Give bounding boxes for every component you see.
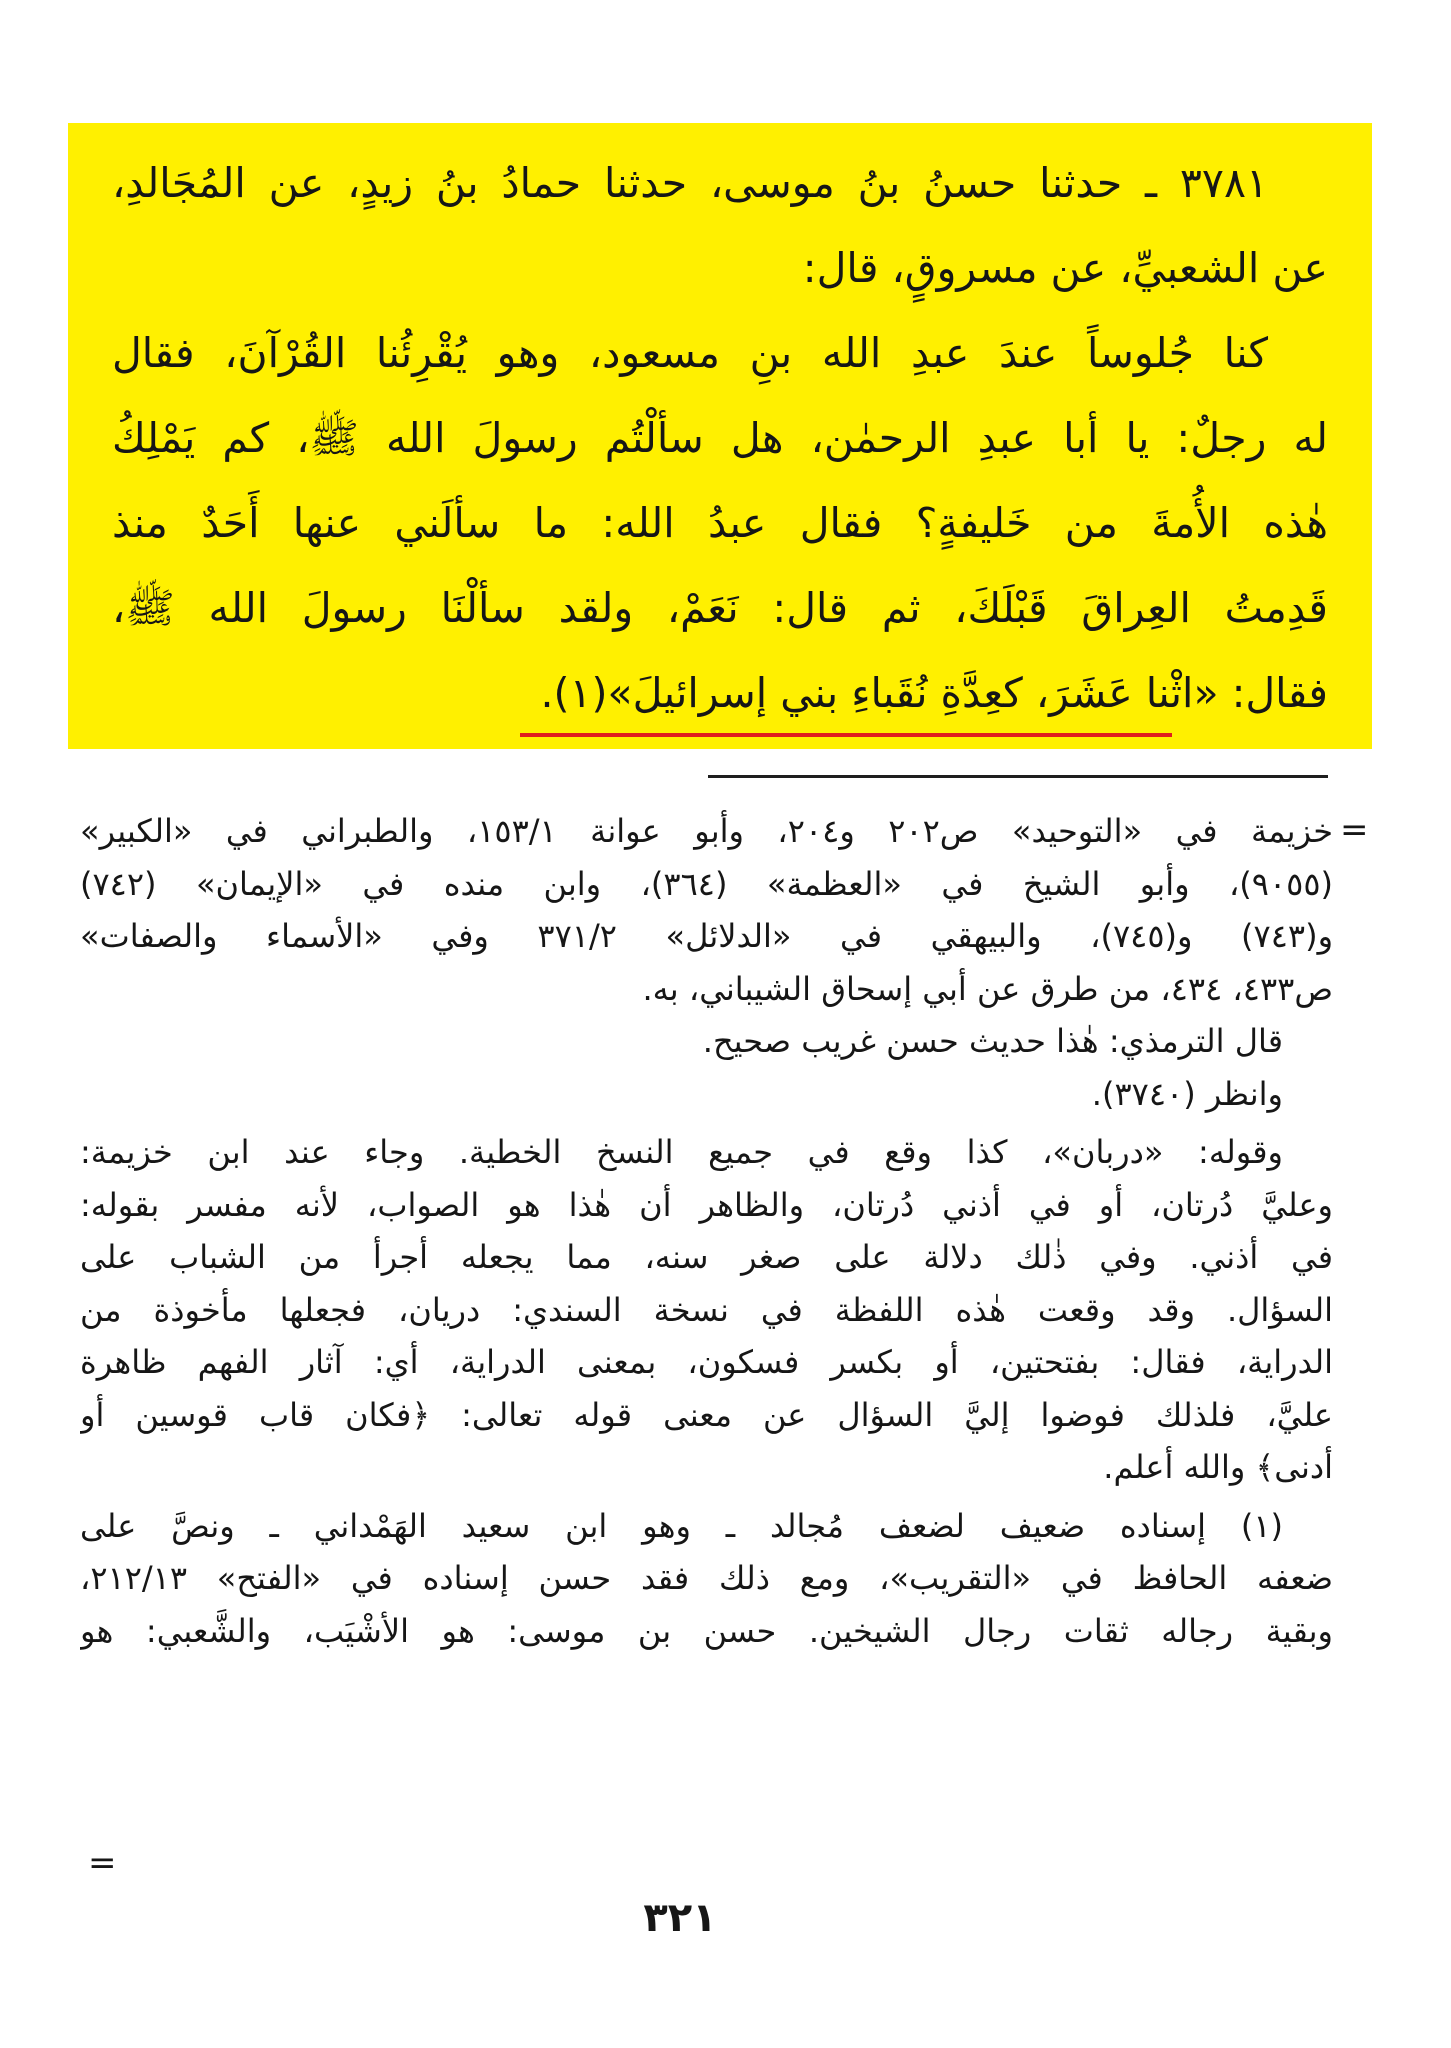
footnotes <box>80 805 1333 1657</box>
note-line-13: أدنى﴾ والله أعلم. <box>1103 1448 1333 1486</box>
note-line-4: ص٤٣٣، ٤٣٤، من طرق عن أبي إسحاق الشيباني، به. <box>642 969 1333 1008</box>
hadith-line-6: قَدِمتُ العِراقَ قَبْلَكَ، ثم قال: نَعَمْ، ولقد سألْنَا رسولَ الله ﷺ، <box>112 584 1328 632</box>
note-line-6: وانظر (٣٧٤٠). <box>1091 1074 1283 1113</box>
hadith-line-3: كنا جُلوساً عندَ عبدِ الله بنِ مسعود، وهو يُقْرِئُنا القُرْآنَ، فقال <box>112 329 1268 377</box>
note-line-7: وقوله: «دربان»، كذا وقع في جميع النسخ الخطية. وجاء عند ابن خزيمة: <box>80 1133 1283 1171</box>
hadith-line-1: ٣٧٨١ ـ حدثنا حسنُ بنُ موسى، حدثنا حمادُ بنُ زيدٍ، عن المُجَالدِ، <box>112 159 1268 207</box>
footnote-separator <box>708 775 1328 778</box>
page-number: ٣٢١ <box>643 1895 717 1941</box>
continuation-mark-bottom: = <box>88 1843 117 1883</box>
note-line-5: قال الترمذي: هٰذا حديث حسن غريب صحيح. <box>702 1022 1283 1060</box>
highlighted-hadith-block <box>68 123 1372 749</box>
footnote-1-line-2: ضعفه الحافظ في «التقريب»، ومع ذلك فقد حسن إسناده في «الفتح» ٢١٢/١٣، <box>80 1559 1333 1597</box>
hadith-line-7: فقال: «اثْنا عَشَرَ، كعِدَّةِ نُقَباءِ بني إسرائيلَ»(١). <box>540 669 1328 717</box>
note-line-12: عليَّ، فلذلك فوضوا إليَّ السؤال عن معنى قوله تعالى: ﴿فكان قاب قوسين أو <box>80 1395 1333 1434</box>
footnote-1-line-1: (١) إسناده ضعيف لضعف مُجالد ـ وهو ابن سعيد الهَمْداني ـ ونصَّ على <box>80 1506 1283 1545</box>
hadith-line-4: له رجلٌ: يا أبا عبدِ الرحمٰن، هل سألْتُم رسولَ الله ﷺ، كم يَمْلِكُ <box>112 414 1328 462</box>
continuation-mark-top: = <box>1340 810 1369 850</box>
note-line-10: السؤال. وقد وقعت هٰذه اللفظة في نسخة السندي: دريان، فجعلها مأخوذة من <box>80 1290 1333 1329</box>
hadith-line-2: عن الشعبيِّ، عن مسروقٍ، قال: <box>802 244 1328 292</box>
hadith-line-5: هٰذه الأُمةَ من خَليفةٍ؟ فقال عبدُ الله: ما سألَني عنها أَحَدٌ منذ <box>112 499 1328 547</box>
key-phrase-underline <box>520 733 1172 737</box>
footnote-1-line-3: وبقية رجاله ثقات رجال الشيخين. حسن بن موسى: هو الأشْيَب، والشَّعبي: هو <box>80 1611 1333 1650</box>
note-line-11: الدراية، فقال: بفتحتين، أو بكسر فسكون، بمعنى الدراية، أي: آثار الفهم ظاهرة <box>80 1343 1333 1381</box>
note-line-9: في أذني. وفي ذٰلك دلالة على صغر سنه، مما يجعله أجرأ من الشباب على <box>80 1238 1333 1276</box>
note-line-8: وعليَّ دُرتان، أو في أذني دُرتان، والظاهر أن هٰذا هو الصواب، لأنه مفسر بقوله: <box>80 1185 1333 1224</box>
note-line-1: خزيمة في «التوحيد» ص٢٠٢ و٢٠٤، وأبو عوانة ١٥٣/١، والطبراني في «الكبير» <box>80 812 1333 850</box>
note-line-3: و(٧٤٣) و(٧٤٥)، والبيهقي في «الدلائل» ٣٧١/٢ وفي «الأسماء والصفات» <box>80 917 1333 955</box>
note-line-2: (٩٠٥٥)، وأبو الشيخ في «العظمة» (٣٦٤)، وابن منده في «الإيمان» (٧٤٢) <box>80 864 1333 903</box>
